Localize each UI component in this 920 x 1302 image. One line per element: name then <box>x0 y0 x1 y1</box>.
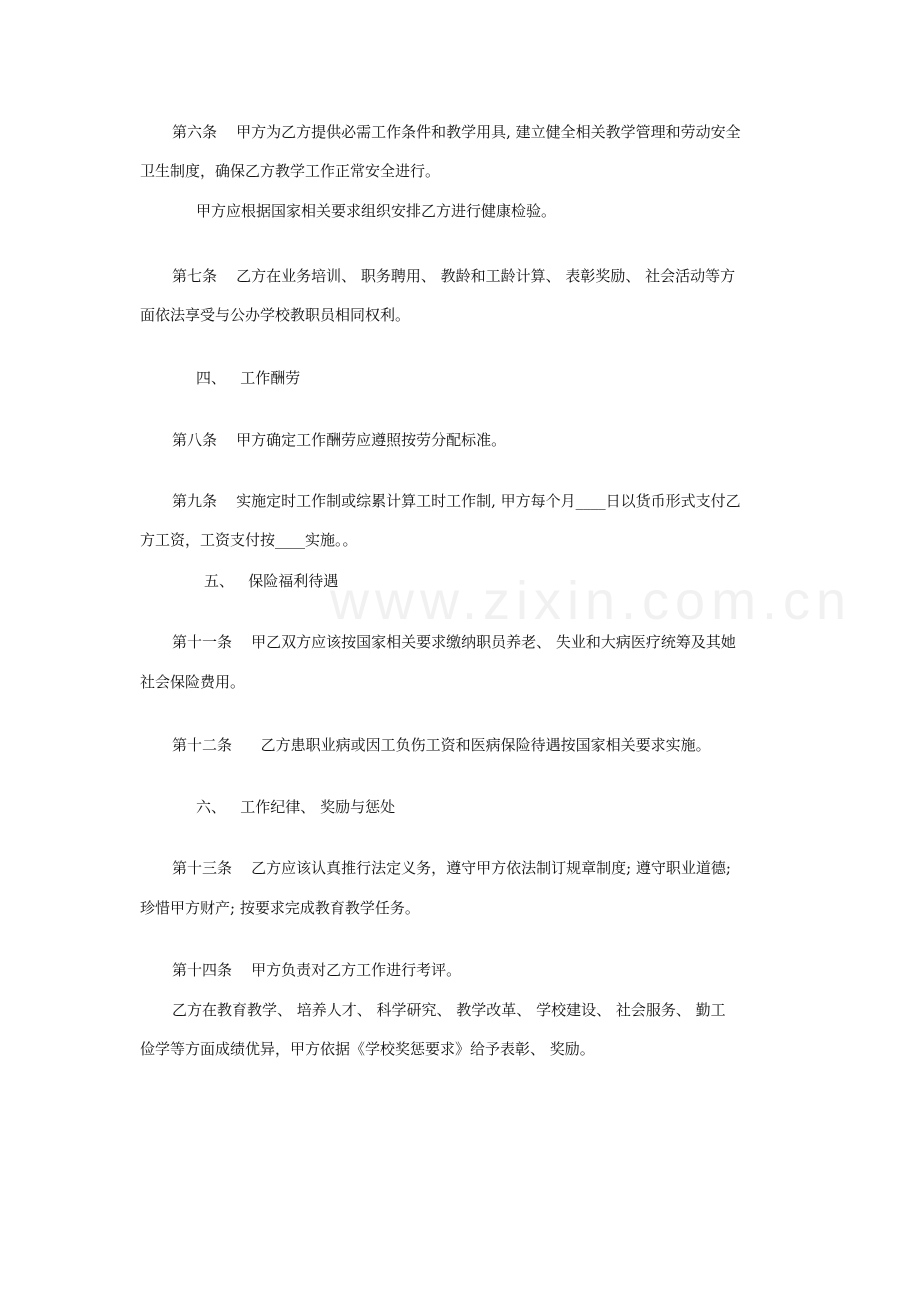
article7-line2: 面依法享受与公办学校教职员相同权利。 <box>140 306 411 324</box>
article11-line1: 第十一条 甲乙双方应该按国家相关要求缴纳职员养老、 失业和大病医疗统筹及其她 <box>172 633 736 651</box>
article6-line2: 卫生制度，确保乙方教学工作正常安全进行。 <box>140 162 441 180</box>
article12: 第十二条 乙方患职业病或因工负伤工资和医病保险待遇按国家相关要求实施。 <box>172 736 711 754</box>
watermark: www.zixin.com.cn <box>330 571 853 631</box>
article11-line2: 社会保险费用。 <box>140 673 246 691</box>
article9-line2: 方工资，工资支付按____实施。。 <box>140 531 358 549</box>
article6-para2: 甲方应根据国家相关要求组织安排乙方进行健康检验。 <box>196 202 557 220</box>
article13-line1: 第十三条 乙方应该认真推行法定义务，遵守甲方依法制订规章制度; 遵守职业道德; <box>172 859 731 877</box>
article14-para2-line1: 乙方在教育教学、 培养人才、 科学研究、 教学改革、 学校建设、 社会服务、 勤工 <box>172 1001 726 1019</box>
article14-line1: 第十四条 甲方负责对乙方工作进行考评。 <box>172 961 462 979</box>
section6-heading: 六、 工作纪律、 奖励与惩处 <box>196 798 396 816</box>
section5-heading: 五、 保险福利待遇 <box>204 572 339 590</box>
article7-line1: 第七条 乙方在业务培训、 职务聘用、 教龄和工龄计算、 表彰奖励、 社会活动等方 <box>172 267 736 285</box>
article13-line2: 珍惜甲方财产; 按要求完成教育教学任务。 <box>140 899 420 917</box>
article6-line1: 第六条 甲方为乙方提供必需工作条件和教学用具, 建立健全相关教学管理和劳动安全 <box>172 123 741 141</box>
article8: 第八条 甲方确定工作酬劳应遵照按劳分配标准。 <box>172 431 507 449</box>
section4-heading: 四、 工作酬劳 <box>196 369 301 387</box>
article9-line1: 第九条 实施定时工作制或综累计算工时工作制, 甲方每个月____日以货币形式支付乙 <box>172 492 741 510</box>
article14-para2-line2: 俭学等方面成绩优异，甲方依据《学校奖惩要求》给予表彰、 奖励。 <box>140 1040 595 1058</box>
